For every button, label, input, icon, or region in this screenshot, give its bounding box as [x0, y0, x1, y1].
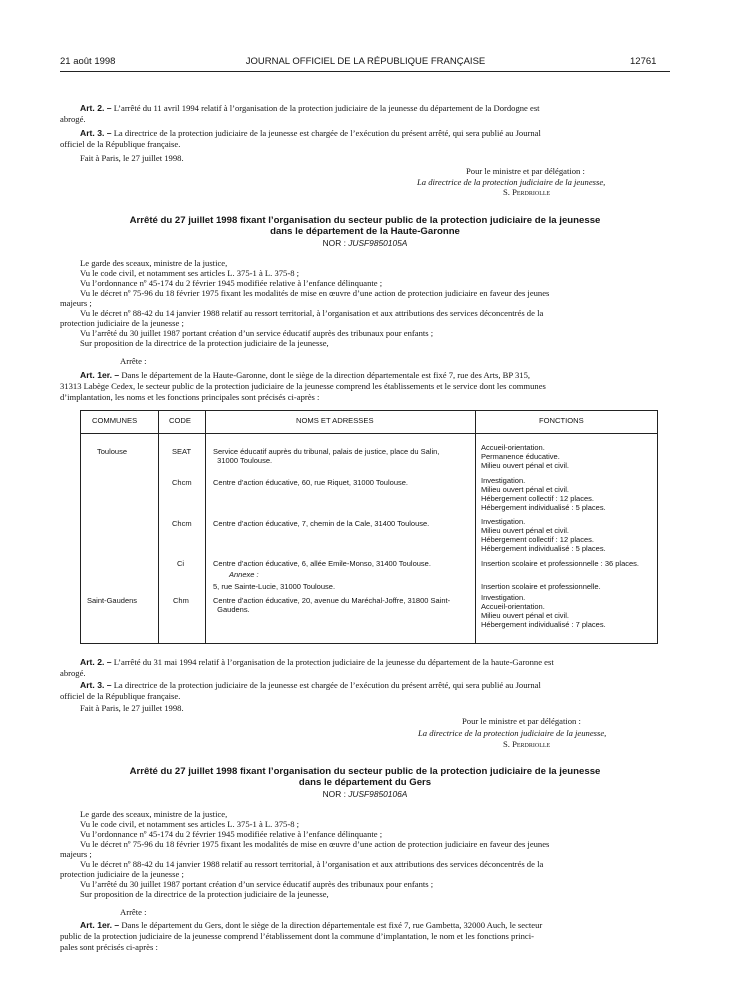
hg-nor: NOR : JUSF9850105A	[322, 238, 408, 248]
table-cell-fonctions: Insertion scolaire et professionnelle.	[481, 582, 601, 591]
header-rule	[60, 71, 670, 72]
hg-signature-2: La directrice de la protection judiciaire de la jeunesse,	[418, 728, 607, 738]
table-cell-fonctions: Insertion scolaire et professionnelle : 36 places.	[481, 559, 640, 568]
journal-title: JOURNAL OFFICIEL DE LA RÉPUBLIQUE FRANÇAISE	[245, 56, 486, 67]
gers-title-line2: dans le département du Gers	[298, 777, 432, 788]
dordogne-art2: Art. 2. – L’arrêté du 11 avril 1994 relatif à l’organisation de la protection judiciaire de la jeunesse du département de la Dordogne est	[80, 103, 540, 113]
establishments-table	[80, 410, 658, 644]
dordogne-fait: Fait à Paris, le 27 juillet 1998.	[80, 153, 184, 163]
hg-art3-cont: officiel de la République française.	[60, 691, 181, 701]
page-number: 12761	[630, 56, 657, 67]
table-cell-nom: Centre d’action éducative, 6, allée Emile-Monso, 31400 Toulouse.	[213, 559, 431, 568]
table-cell-nom: Service éducatif auprès du tribunal, palais de justice, place du Salin, 31000 Toulouse.	[213, 447, 440, 465]
hg-line-2: Vu l’ordonnance nº 45-174 du 2 février 1945 modifiée relative à l’enfance délinquante ;	[80, 278, 383, 288]
table-divider	[205, 411, 206, 643]
hg-art2-cont: abrogé.	[60, 668, 86, 678]
gers-line-7: Vu l’arrêté du 30 juillet 1987 portant création d’un service éducatif auprès des tribunaux pour enfants ;	[80, 879, 434, 889]
hg-art2: Art. 2. – L’arrêté du 31 mai 1994 relatif à l’organisation de la protection judiciaire de la jeunesse du département de la haute-Garonne est	[80, 657, 554, 667]
hg-signature-3: S. Perdriolle	[503, 739, 551, 749]
hg-line-4: majeurs ;	[60, 298, 92, 308]
table-cell-code: Ci	[177, 559, 185, 568]
hg-line-5: Vu le décret nº 88-42 du 14 janvier 1988 relatif au ressort territorial, à l’organisation et aux attributions des services déconcentrés de la	[80, 308, 544, 318]
col-header-code: CODE	[169, 416, 191, 425]
hg-line-0: Le garde des sceaux, ministre de la justice,	[80, 258, 228, 268]
table-header-rule	[81, 433, 657, 434]
gers-line-1: Vu le code civil, et notamment ses articles L. 375-1 à L. 375-8 ;	[80, 819, 300, 829]
col-header-communes: COMMUNES	[92, 416, 138, 425]
gers-line-3: Vu le décret nº 75-96 du 18 février 1975 fixant les modalités de mise en œuvre d’une action de protection judiciaire en faveur des jeunes	[80, 839, 550, 849]
gers-line-6: protection judiciaire de la jeunesse ;	[60, 869, 184, 879]
hg-fait: Fait à Paris, le 27 juillet 1998.	[80, 703, 184, 713]
hg-arrete: Arrête :	[120, 356, 147, 366]
table-cell-commune: Toulouse	[97, 447, 128, 456]
col-header-fonctions: FONCTIONS	[539, 416, 584, 425]
hg-line-6: protection judiciaire de la jeunesse ;	[60, 318, 184, 328]
table-cell-code: Chcm	[172, 519, 192, 528]
hg-line-3: Vu le décret nº 75-96 du 18 février 1975 fixant les modalités de mise en œuvre d’une action de protection judiciaire en faveur des jeunes	[80, 288, 550, 298]
gers-art1-cont1: public de la protection judiciaire de la jeunesse comprend l’établissement dont la commune d’implantation, le nom et les fonctions princi-	[60, 931, 534, 941]
gers-arrete: Arrête :	[120, 907, 147, 917]
gers-line-2: Vu l’ordonnance nº 45-174 du 2 février 1945 modifiée relative à l’enfance délinquante ;	[80, 829, 383, 839]
table-divider	[475, 411, 476, 643]
table-cell-fonctions: Investigation. Accueil-orientation. Milieu ouvert pénal et civil. Hébergement individualisé : 7 places.	[481, 593, 606, 629]
gers-art1-cont2: pales sont précisés ci-après :	[60, 942, 158, 952]
dordogne-signature-3: S. Perdriolle	[503, 187, 551, 197]
issue-date: 21 août 1998	[60, 56, 116, 67]
hg-art1: Art. 1er. – Dans le département de la Haute-Garonne, dont le siège de la direction départementale est fixé 7, rue des Arts, BP 315,	[80, 370, 531, 380]
col-header-noms: NOMS ET ADRESSES	[296, 416, 374, 425]
table-cell-code: Chcm	[172, 478, 192, 487]
dordogne-signature-2: La directrice de la protection judiciaire de la jeunesse,	[417, 177, 606, 187]
hg-title-line1: Arrêté du 27 juillet 1998 fixant l’organisation du secteur public de la protection judiciaire de la jeunesse	[129, 215, 601, 226]
gers-line-5: Vu le décret nº 88-42 du 14 janvier 1988 relatif au ressort territorial, à l’organisation et aux attributions des services déconcentrés de la	[80, 859, 544, 869]
hg-line-8: Sur proposition de la directrice de la protection judiciaire de la jeunesse,	[80, 338, 329, 348]
gers-nor: NOR : JUSF9850106A	[322, 789, 408, 799]
dordogne-art3-cont: officiel de la République française.	[60, 139, 181, 149]
gers-line-4: majeurs ;	[60, 849, 92, 859]
table-cell-nom: Centre d’action éducative, 7, chemin de la Cale, 31400 Toulouse.	[213, 519, 430, 528]
table-cell-fonctions: Accueil-orientation. Permanence éducative. Milieu ouvert pénal et civil.	[481, 443, 569, 470]
dordogne-signature-1: Pour le ministre et par délégation :	[466, 166, 585, 176]
gers-art1: Art. 1er. – Dans le département du Gers, dont le siège de la direction départementale est fixé 7, rue Gambetta, 32000 Auch, le secteur	[80, 920, 543, 930]
table-cell-nom: Centre d’action éducative, 20, avenue du Maréchal-Joffre, 31800 Saint- Gaudens.	[213, 596, 451, 614]
table-cell-fonctions: Investigation. Milieu ouvert pénal et civil. Hébergement collectif : 12 places. Hébergement individualisé : 5 places.	[481, 517, 606, 553]
table-cell-code: SEAT	[172, 447, 192, 456]
hg-art1-cont1: 31313 Labège Cedex, le secteur public de la protection judiciaire de la jeunesse comprend les établissements et le service dont les communes	[60, 381, 546, 391]
table-cell-nom: Centre d’action éducative, 60, rue Riquet, 31000 Toulouse.	[213, 478, 408, 487]
hg-signature-1: Pour le ministre et par délégation :	[462, 716, 581, 726]
table-cell-commune: Saint-Gaudens	[87, 596, 138, 605]
table-cell-annexe: Annexe :	[229, 570, 259, 579]
dordogne-art3: Art. 3. – La directrice de la protection judiciaire de la jeunesse est chargée de l’exécution du présent arrêté, qui sera publié au Journal	[80, 128, 541, 138]
table-cell-fonctions: Investigation. Milieu ouvert pénal et civil. Hébergement collectif : 12 places. Hébergement individualisé : 5 places.	[481, 476, 606, 512]
table-divider	[158, 411, 159, 643]
gers-line-0: Le garde des sceaux, ministre de la justice,	[80, 809, 228, 819]
hg-line-7: Vu l’arrêté du 30 juillet 1987 portant création d’un service éducatif auprès des tribunaux pour enfants ;	[80, 328, 434, 338]
hg-art1-cont2: d’implantation, les noms et les fonctions principales sont précisés ci-après :	[60, 392, 320, 402]
hg-art3: Art. 3. – La directrice de la protection judiciaire de la jeunesse est chargée de l’exécution du présent arrêté, qui sera publié au Journal	[80, 680, 541, 690]
hg-line-1: Vu le code civil, et notamment ses articles L. 375-1 à L. 375-8 ;	[80, 268, 300, 278]
table-cell-nom: 5, rue Sainte-Lucie, 31000 Toulouse.	[213, 582, 336, 591]
gers-line-8: Sur proposition de la directrice de la protection judiciaire de la jeunesse,	[80, 889, 329, 899]
table-cell-code: Chm	[173, 596, 189, 605]
hg-title-line2: dans le département de la Haute-Garonne	[270, 226, 460, 237]
gers-title-line1: Arrêté du 27 juillet 1998 fixant l’organisation du secteur public de la protection judiciaire de la jeunesse	[129, 766, 601, 777]
dordogne-art2-cont: abrogé.	[60, 114, 86, 124]
